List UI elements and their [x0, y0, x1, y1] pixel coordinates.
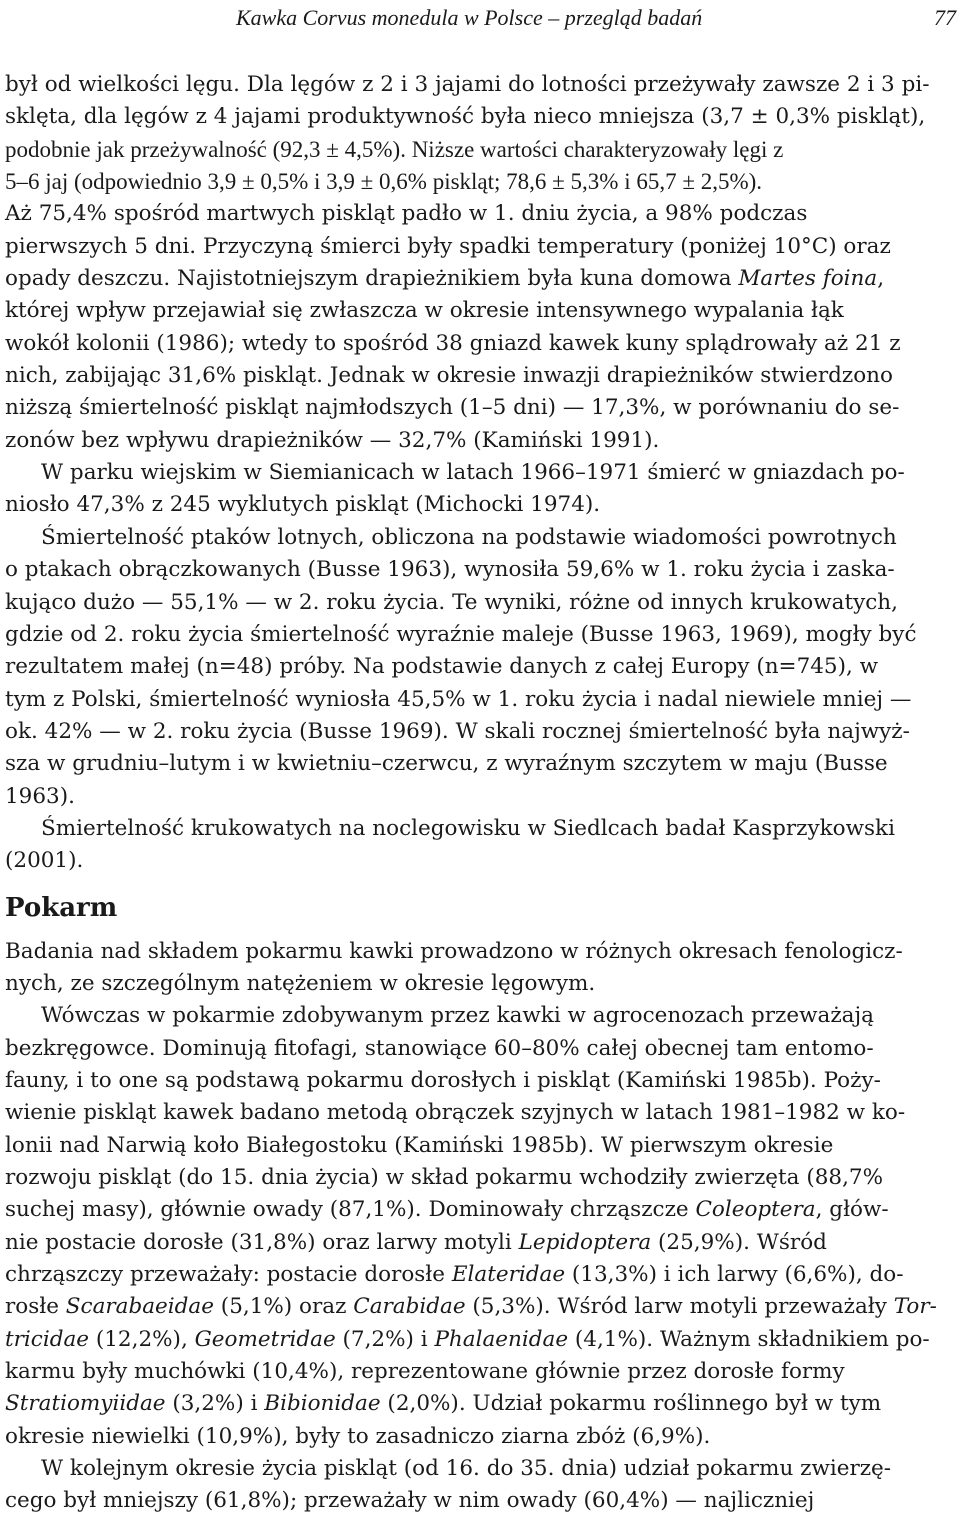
text-line: nie postacie dorosłe (31,8%) oraz larwy motyli Lepidoptera (25,9%). Wśród	[5, 1229, 827, 1255]
taxon-name: Carabidae	[353, 1294, 466, 1320]
text-line: niosło 47,3% z 245 wyklutych piskląt (Michocki 1974).	[5, 492, 601, 518]
paragraph	[5, 522, 957, 813]
text-line: podobnie jak przeżywalność (92,3 ± 4,5%). Niższe wartości charakteryzowały lęgi z	[5, 136, 784, 162]
text-line: sza w grudniu–lutym i w kwietniu–czerwcu, z wyraźnym szczytem w maju (Busse	[5, 751, 888, 777]
section-heading: Pokarm	[5, 892, 118, 923]
paragraph	[5, 1000, 957, 1453]
taxon-name: tricidae	[5, 1326, 90, 1352]
text-line: niższą śmiertelność piskląt najmłodszych (1–5 dni) — 17,3%, w porównaniu do se-	[5, 395, 900, 421]
taxon-name: Bibionidae	[264, 1391, 381, 1417]
paragraph	[5, 69, 957, 457]
page-number: 77	[934, 5, 956, 30]
paragraph	[5, 457, 957, 522]
text-line: rezultatem małej (n=48) próby. Na podstawie danych z całej Europy (n=745), w	[5, 654, 879, 680]
text-line: kująco dużo — 55,1% — w 2. roku życia. Te wyniki, różne od innych krukowatych,	[5, 589, 898, 615]
text-line: wokół kolonii (1986); wtedy to spośród 38 gniazd kawek kuny splądrowały aż 21 z	[5, 330, 901, 356]
text-line: tricidae (12,2%), Geometridae (7,2%) i Phalaenidae (4,1%). Ważnym składnikiem po-	[5, 1326, 930, 1352]
text-line: opady deszczu. Najistotniejszym drapieżnikiem była kuna domowa Martes foina,	[5, 266, 885, 292]
text-line: Badania nad składem pokarmu kawki prowadzono w różnych okresach fenologicz-	[5, 938, 903, 964]
text-line: 1963).	[5, 783, 75, 809]
paragraph	[5, 1453, 957, 1518]
taxon-name: Phalaenidae	[434, 1326, 569, 1352]
taxon-name: Elateridae	[451, 1262, 566, 1288]
text-line: okresie niewielki (10,9%), były to zasadniczo ziarna zbóż (6,9%).	[5, 1423, 711, 1449]
text-line: W kolejnym okresie życia piskląt (od 16. do 35. dnia) udział pokarmu zwierzę-	[41, 1456, 892, 1482]
text-line: Aż 75,4% spośród martwych piskląt padło w 1. dniu życia, a 98% podczas	[5, 201, 808, 227]
text-line: lonii nad Narwią koło Białegostoku (Kamiński 1985b). W pierwszym okresie	[5, 1132, 834, 1158]
text-line: zonów bez wpływu drapieżników — 32,7% (Kamiński 1991).	[5, 427, 660, 453]
taxon-name: Scarabaeidae	[65, 1294, 214, 1320]
text-line: rozwoju piskląt (do 15. dnia życia) w skład pokarmu wchodziły zwierzęta (88,7%	[5, 1165, 884, 1190]
text-line: (2001).	[5, 848, 84, 874]
text-line: Śmiertelność ptaków lotnych, obliczona na podstawie wiadomości powrotnych	[41, 524, 897, 550]
text-line: wienie piskląt kawek badano metodą obrączek szyjnych w latach 1981–1982 w ko-	[5, 1100, 906, 1126]
text-line: chrząszczy przeważały: postacie dorosłe Elateridae (13,3%) i ich larwy (6,6%), do-	[5, 1262, 904, 1288]
text-line: o ptakach obrączkowanych (Busse 1963), wynosiła 59,6% w 1. roku życia i zaska-	[5, 557, 895, 583]
text-line: rosłe Scarabaeidae (5,1%) oraz Carabidae (5,3%). Wśród larw motyli przeważały Tor-	[5, 1294, 937, 1320]
paragraph	[5, 813, 957, 878]
taxon-name: Tor-	[893, 1294, 937, 1320]
text-line: nich, zabijając 31,6% piskląt. Jednak w okresie inwazji drapieżników stwierdzono	[5, 363, 893, 389]
text-line: tym z Polski, śmiertelność wyniosła 45,5% w 1. roku życia i nadal niewiele mniej —	[5, 686, 912, 712]
text-line: gdzie od 2. roku życia śmiertelność wyraźnie maleje (Busse 1963, 1969), mogły być	[5, 621, 917, 647]
text-line: Śmiertelność krukowatych na noclegowisku w Siedlcach badał Kasprzykowski	[41, 815, 895, 841]
text-line: której wpływ przejawiał się zwłaszcza w okresie intensywnego wypalania łąk	[5, 298, 844, 324]
main-text	[5, 69, 957, 1518]
taxon-name: Coleoptera	[695, 1197, 816, 1223]
text-line: sklęta, dla lęgów z 4 jajami produktywność była nieco mniejsza (3,7 ± 0,3% piskląt),	[5, 104, 926, 130]
taxon-name: Martes foina	[738, 266, 878, 292]
text-line: Stratiomyiidae (3,2%) i Bibionidae (2,0%). Udział pokarmu roślinnego był w tym	[5, 1391, 882, 1417]
running-head-title: Kawka Corvus monedula w Polsce – przegląd badań	[236, 5, 703, 30]
paragraph	[5, 936, 957, 1001]
text-line: nych, ze szczególnym natężeniem w okresie lęgowym.	[5, 970, 596, 996]
text-line: był od wielkości lęgu. Dla lęgów z 2 i 3 jajami do lotności przeżywały zawsze 2 i 3 pi-	[5, 72, 930, 97]
taxon-name: Geometridae	[194, 1326, 336, 1352]
text-line: Wówczas w pokarmie zdobywanym przez kawki w agrocenozach przeważają	[41, 1003, 874, 1029]
text-line: ok. 42% — w 2. roku życia (Busse 1969). W skali rocznej śmiertelność była najwyż-	[5, 718, 910, 744]
text-line: pierwszych 5 dni. Przyczyną śmierci były spadki temperatury (poniżej 10°C) oraz	[5, 233, 891, 259]
text-line: cego był mniejszy (61,8%); przeważały w nim owady (60,4%) — najliczniej	[5, 1488, 815, 1514]
taxon-name: Lepidoptera	[518, 1229, 652, 1255]
text-line: suchej masy), głównie owady (87,1%). Dominowały chrząszcze Coleoptera, głów-	[5, 1197, 889, 1223]
text-line: W parku wiejskim w Siemianicach w latach 1966–1971 śmierć w gniazdach po-	[41, 460, 905, 486]
taxon-name: Stratiomyiidae	[5, 1391, 166, 1417]
text-line: karmu były muchówki (10,4%), reprezentowane głównie przez dorosłe formy	[5, 1359, 845, 1385]
running-head	[236, 4, 956, 32]
text-line: 5–6 jaj (odpowiednio 3,9 ± 0,5% i 3,9 ± 0,6% piskląt; 78,6 ± 5,3% i 65,7 ± 2,5%).	[5, 169, 763, 195]
text-line: bezkręgowce. Dominują fitofagi, stanowiące 60–80% całej obecnej tam entomo-	[5, 1035, 874, 1061]
text-line: fauny, i to one są podstawą pokarmu dorosłych i piskląt (Kamiński 1985b). Poży-	[5, 1067, 881, 1093]
